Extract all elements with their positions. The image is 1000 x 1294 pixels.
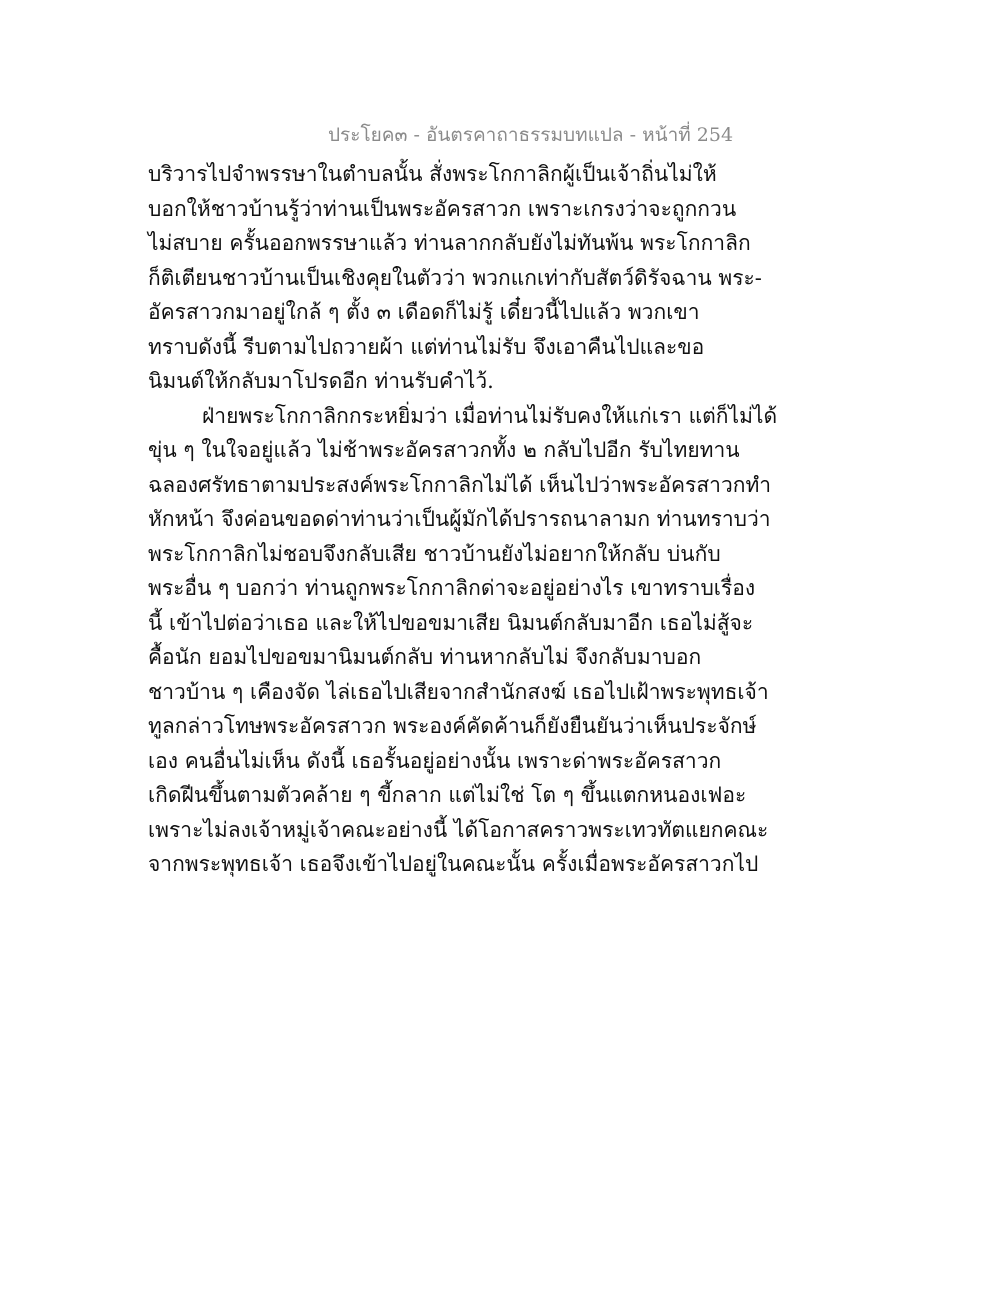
text-line: นิมนต์ให้กลับมาโปรดอีก ท่านรับคำไว้. bbox=[148, 369, 494, 393]
text-line: เกิดฝีนขึ้นตามตัวคล้าย ๆ ขี้กลาก แต่ไม่ใช่ โต ๆ ขึ้นแตกหนองเฟอะ bbox=[148, 783, 747, 807]
text-line: บริวารไปจำพรรษาในตำบลนั้น สั่งพระโกกาลิกผู้เป็นเจ้าถิ่นไม่ให้ bbox=[148, 162, 717, 186]
body-text bbox=[148, 157, 778, 882]
paragraph-first-line: ฝ่ายพระโกกาลิกกระหยิ่มว่า เมื่อท่านไม่รับคงให้แก่เรา แต่ก็ไม่ได้ bbox=[202, 403, 778, 428]
text-line: นี้ เข้าไปต่อว่าเธอ และให้ไปขอขมาเสีย นิมนต์กลับมาอีก เธอไม่สู้จะ bbox=[148, 610, 754, 635]
text-line: ไม่สบาย ครั้นออกพรรษาแล้ว ท่านลากกลับยังไม่ทันพ้น พระโกกาลิก bbox=[148, 231, 751, 255]
text-line: จากพระพุทธเจ้า เธอจึงเข้าไปอยู่ในคณะนั้น ครั้งเมื่อพระอัครสาวกไป bbox=[148, 852, 759, 876]
text-line: ชาวบ้าน ๆ เคืองจัด ไล่เธอไปเสียจากสำนักสงฆ์ เธอไปเฝ้าพระพุทธเจ้า bbox=[148, 679, 769, 704]
text-line: พระโกกาลิกไม่ชอบจึงกลับเสีย ชาวบ้านยังไม่อยากให้กลับ บ่นกับ bbox=[148, 541, 721, 566]
text-line: ขุ่น ๆ ในใจอยู่แล้ว ไม่ช้าพระอัครสาวกทั้ง ๒ กลับไปอีก รับไทยทาน bbox=[148, 438, 740, 462]
text-line: บอกให้ชาวบ้านรู้ว่าท่านเป็นพระอัครสาวก เพราะเกรงว่าจะถูกกวน bbox=[148, 196, 737, 221]
text-line: หักหน้า จึงค่อนขอดด่าท่านว่าเป็นผู้มักได้ปรารถนาลามก ท่านทราบว่า bbox=[148, 507, 771, 531]
text-line: พระอื่น ๆ บอกว่า ท่านถูกพระโกกาลิกด่าจะอยู่อย่างไร เขาทราบเรื่อง bbox=[148, 576, 756, 600]
text-line: ทราบดังนี้ รีบตามไปถวายผ้า แต่ท่านไม่รับ จึงเอาคืนไปและขอ bbox=[148, 334, 705, 359]
text-line: ทูลกล่าวโทษพระอัครสาวก พระองค์คัดค้านก็ยังยืนยันว่าเห็นประจักษ์ bbox=[148, 714, 757, 738]
text-line: เพราะไม่ลงเจ้าหมู่เจ้าคณะอย่างนี้ ได้โอกาสคราวพระเทวทัตแยกคณะ bbox=[148, 817, 769, 842]
text-line: คื้อนัก ยอมไปขอขมานิมนต์กลับ ท่านหากลับไม่ จึงกลับมาบอก bbox=[148, 645, 702, 669]
running-header: ประโยค๓ - อันตรคาถาธรรมบทแปล - หน้าที่ 254 bbox=[328, 124, 734, 146]
text-line: อัครสาวกมาอยู่ใกล้ ๆ ตั้ง ๓ เดือดก็ไม่รู้ เดี๋ยวนี้ไปแล้ว พวกเขา bbox=[148, 300, 700, 324]
text-line: เอง คนอื่นไม่เห็น ดังนี้ เธอรั้นอยู่อย่างนั้น เพราะด่าพระอัครสาวก bbox=[148, 748, 722, 773]
text-line: ก็ติเตียนชาวบ้านเป็นเชิงคุยในตัวว่า พวกแกเท่ากับสัตว์ดิรัจฉาน พระ- bbox=[148, 265, 762, 290]
text-line: ฉลองศรัทธาตามประสงค์พระโกกาลิกไม่ได้ เห็นไปว่าพระอัครสาวกทำ bbox=[148, 472, 772, 497]
